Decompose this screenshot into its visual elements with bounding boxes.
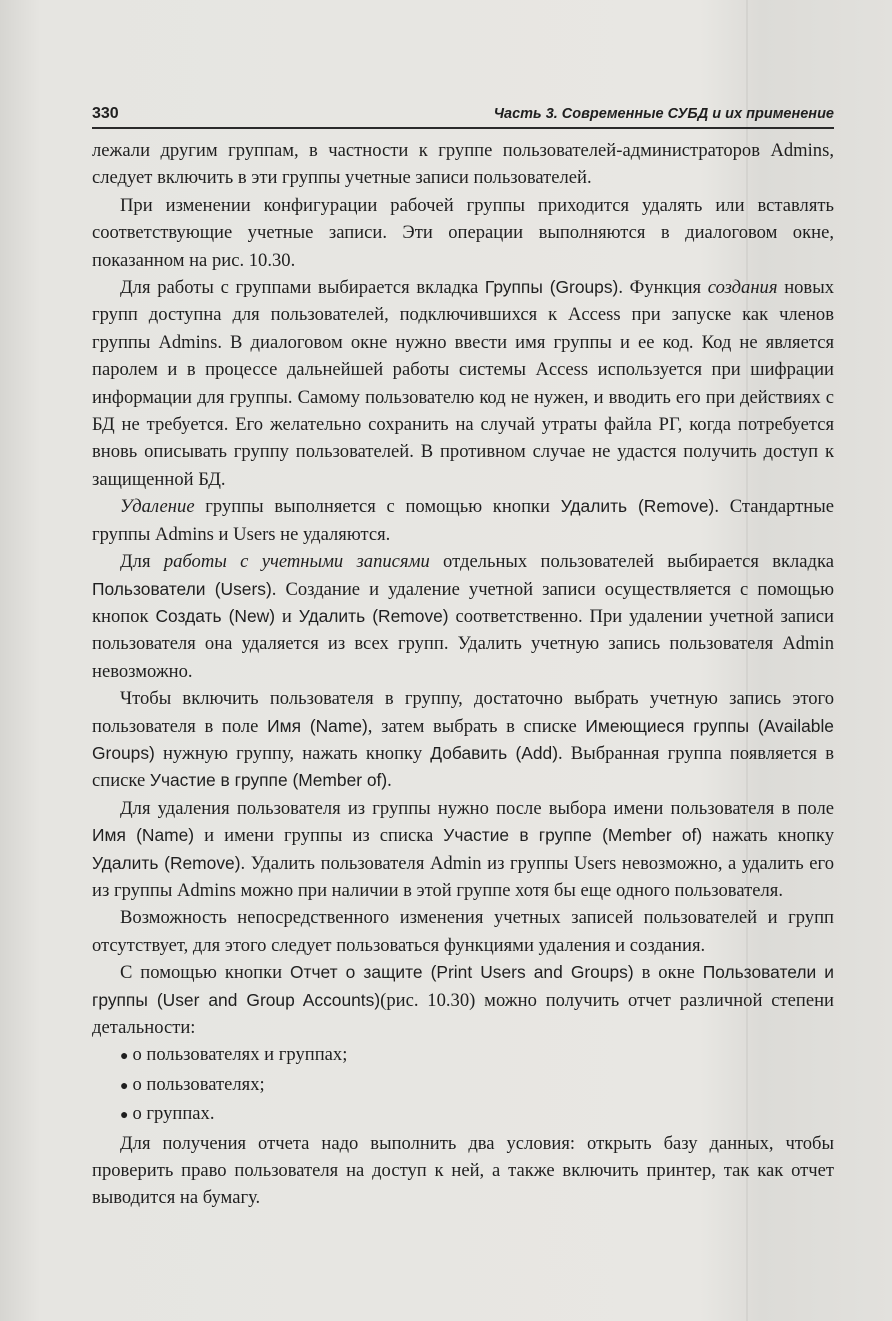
ui-term: Создать (New) [155, 605, 276, 626]
list-item [120, 1100, 834, 1129]
page-number: 330 [92, 105, 119, 122]
paragraph-3 [92, 274, 834, 493]
bullet-icon: ● [120, 1078, 129, 1094]
list-item-text: о пользователях и группах; [132, 1044, 348, 1066]
ui-term: Пользователи (Users) [92, 578, 272, 599]
text-run: нужную группу, нажать кнопку [154, 742, 431, 764]
ui-term: Пользователи и группы (User and Group Accounts) [92, 962, 834, 1010]
paragraph-5 [92, 548, 834, 685]
ui-term: Имя (Name) [267, 715, 368, 736]
list-item-text: о группах. [132, 1103, 215, 1125]
ui-term: Отчет о защите (Print Users and Groups) [289, 962, 634, 983]
paragraph-4 [92, 493, 834, 548]
text-run: нажать кнопку [702, 825, 834, 847]
text-run: Для получения отчета надо выполнить два условия: открыть базу данных, чтобы проверить право пользователя на доступ к ней, а также включить принтер, так как отчет выводится на бумагу. [92, 1132, 834, 1209]
page-header [92, 101, 834, 129]
running-head: Часть 3. Современные СУБД и их применение [493, 106, 834, 122]
text-run: в окне [633, 962, 703, 984]
text-run: . Удалить пользователя Admin из группы Users невозможно, а удалить его из группы Admins можно при наличии в этой группе хотя бы еще одного пользователя. [92, 852, 834, 901]
text-run: и [275, 605, 299, 627]
paragraph-6 [92, 685, 834, 795]
ui-term: Имеющиеся группы (Available Groups) [92, 715, 834, 763]
ui-term: Удалить (Remove) [560, 496, 715, 517]
ui-term: Участие в группе (Member of) [443, 825, 703, 846]
emphasis: работы с учетными записями [163, 551, 430, 573]
text-run: . Создание и удаление учетной записи осуществляется с помощью кнопок [92, 578, 834, 627]
text-run: . Стандартные группы Admins и Users не удаляются. [92, 496, 834, 545]
list-item-text: о пользователях; [132, 1073, 265, 1095]
bullet-icon: ● [120, 1049, 129, 1065]
ui-term: Имя (Name) [92, 825, 195, 846]
emphasis: Удаление [120, 496, 195, 518]
text-run: С помощью кнопки [120, 962, 290, 984]
ui-term: Удалить (Remove) [298, 605, 449, 626]
paragraph-10 [92, 1130, 834, 1212]
paragraph-7 [92, 795, 834, 905]
text-run: соответственно. При удалении учетной записи пользователя она удаляется из всех групп. Удалить учетную запись пользователя Admin невозможно. [92, 605, 835, 682]
ui-term: Участие в группе (Member of) [149, 770, 388, 791]
list-item [120, 1041, 834, 1070]
text-run: Для работы с группами выбирается вкладка [120, 277, 485, 299]
text-run: лежали другим группам, в частности к группе пользователей-администраторов Admins, следует включить в эти группы учетные записи пользователей. [92, 140, 834, 189]
text-run: новых групп доступна для пользователей, подключившихся к Access при запуске как членов группы Admins. В диалоговом окне нужно ввести имя группы и ее код. Код не является паролем и в процессе дальнейшей работы системы Access используется при шифрации информации для группы. Самому пользователю код не нужен, и вводить его при действиях с БД не требуется. Его желательно сохранить на случай утраты файла РГ, когда потребуется вновь описывать группу пользователей. В противном случае не удастся получить доступ к защищенной БД. [92, 277, 835, 490]
text-run: . Выбранная группа появляется в списке [92, 742, 835, 792]
ui-term: Удалить (Remove) [92, 852, 241, 873]
text-run: отдельных пользователей выбирается вкладка [429, 551, 835, 573]
ui-term: Группы (Groups) [484, 277, 619, 298]
bullet-list [92, 1041, 834, 1129]
text-run: и имени группы из списка [194, 825, 444, 847]
text-run: Для удаления пользователя из группы нужно после выбора имени пользователя в поле [120, 797, 834, 819]
paragraph-8 [92, 904, 834, 959]
list-item [120, 1071, 834, 1100]
text-run: Возможность непосредственного изменения учетных записей пользователей и групп отсутствует, для этого следует пользоваться функциями удаления и создания. [92, 907, 834, 956]
bullet-icon: ● [120, 1108, 129, 1124]
text-run: . [387, 770, 392, 792]
ui-term: Добавить (Add) [430, 742, 558, 763]
emphasis: создания [707, 277, 778, 299]
text-run: группы выполняется с помощью кнопки [194, 496, 561, 518]
text-run: Чтобы включить пользователя в группу, достаточно выбрать учетную запись этого пользователя в поле [92, 688, 834, 737]
paragraph-2 [92, 192, 834, 274]
body-text [92, 137, 834, 1212]
text-run: . Функция [618, 277, 708, 299]
paragraph-1 [92, 137, 834, 192]
text-run: Для [120, 551, 164, 573]
text-run: (рис. 10.30) можно получить отчет различной степени детальности: [92, 989, 834, 1038]
text-run: , затем выбрать в списке [367, 715, 586, 737]
text-run: При изменении конфигурации рабочей группы приходится удалять или вставлять соответствующие учетные записи. Эти операции выполняются в диалоговом окне, показанном на рис. 10.30. [92, 194, 834, 271]
paragraph-9 [92, 959, 834, 1041]
